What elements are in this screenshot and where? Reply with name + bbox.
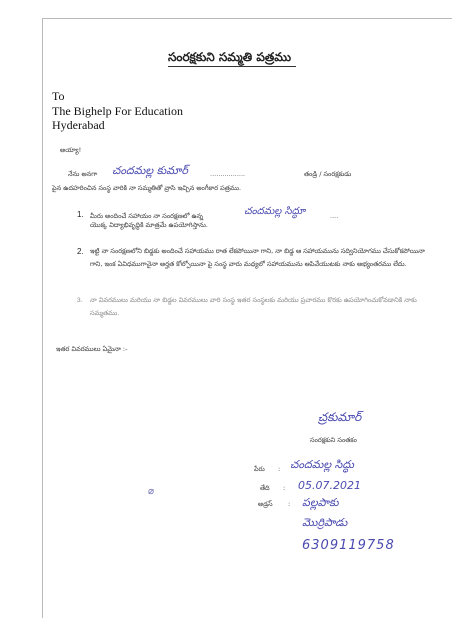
handwritten-signature: చ్రకుమార్ xyxy=(318,410,362,424)
handwritten-guardian-name: చందమల్ల కుమార్ xyxy=(112,164,188,177)
address-colon: : xyxy=(288,500,291,508)
line2-text: పైన ఉదహరించిన సంస్థ వారికి నా సమ్మతితో వ్రాసి ఇచ్చిన అంగీకార పత్రము. xyxy=(52,184,242,192)
item2-text: ఇట్టి నా సంరక్షణలోని బిడ్డకు అందించే సహాయము రాత లేకపోయినా గాని, నా బిడ్డ ఆ సహాయమును సద్వినియోగము చేసుకోకపోయినా గాని, ఇంక ఏవిధముగానైనా అర్హత కోల్పోయినా పై సంస్థ వారు మధ్యలో సహాయమును ఆపివేయుటకు నాకు అభ్యంతరము లేదు. xyxy=(90,247,425,268)
item1-post: యొక్క విద్యాభివృద్ధికి మాత్రమే ఉపయోగిస్తాను. xyxy=(90,221,208,229)
name-colon: : xyxy=(278,465,281,473)
line1-suffix: తండ్రి / సంరక్షకుడు xyxy=(304,170,352,178)
title-underline xyxy=(168,66,296,67)
other-details-label: ఇతర వివరములు ఏమైనా :- xyxy=(56,345,128,353)
handwritten-address-line2: మొర్రిపాడు xyxy=(302,516,348,529)
left-border xyxy=(42,18,43,618)
item1-number: 1. xyxy=(77,210,84,219)
date-label: తేది xyxy=(260,484,270,492)
name-label: పేరు xyxy=(254,465,265,473)
org-name: The Bighelp For Education xyxy=(52,104,183,118)
line1-dots: ................. xyxy=(210,170,246,178)
salutation: అయ్యా! xyxy=(60,146,82,154)
date-colon: : xyxy=(283,484,286,492)
top-border xyxy=(42,18,452,19)
guardian-sign-label: సంరక్షకుని సంతకం xyxy=(310,436,357,444)
document-title: సంరక్షకుని సమ్మతి పత్రము xyxy=(167,50,292,64)
handwritten-child-name: చందమల్ల సిద్ధూ xyxy=(244,206,306,217)
org-city: Hyderabad xyxy=(52,118,105,132)
pen-mark: ⌀ xyxy=(148,486,155,497)
item3-text: నా వివరములు మరియు నా బిడ్డల వివరములు వారి సంస్థ ఇతర సంస్థలకు మరియు ప్రచారము కొరకు ఉపయోగించుకోవడానికి నాకు సమ్మతము. xyxy=(90,296,417,317)
handwritten-name: చందమల్ల సిద్ధు xyxy=(290,458,354,471)
item1-pre: మీరు అందించే సహాయం నా సంరక్షణలో ఉన్న xyxy=(90,212,204,220)
to-label: To xyxy=(52,89,65,103)
item1-dots: .... xyxy=(330,212,339,220)
item2-number: 2. xyxy=(77,247,84,256)
handwritten-phone: 6309119758 xyxy=(302,538,395,553)
handwritten-date: 05.07.2021 xyxy=(298,479,361,492)
item3-number: 3. xyxy=(77,297,83,304)
line1-prefix: నేను అనగా xyxy=(68,170,98,178)
handwritten-address-line1: పల్లపాకు xyxy=(302,496,339,509)
address-label: అడ్రస్ xyxy=(258,500,273,508)
